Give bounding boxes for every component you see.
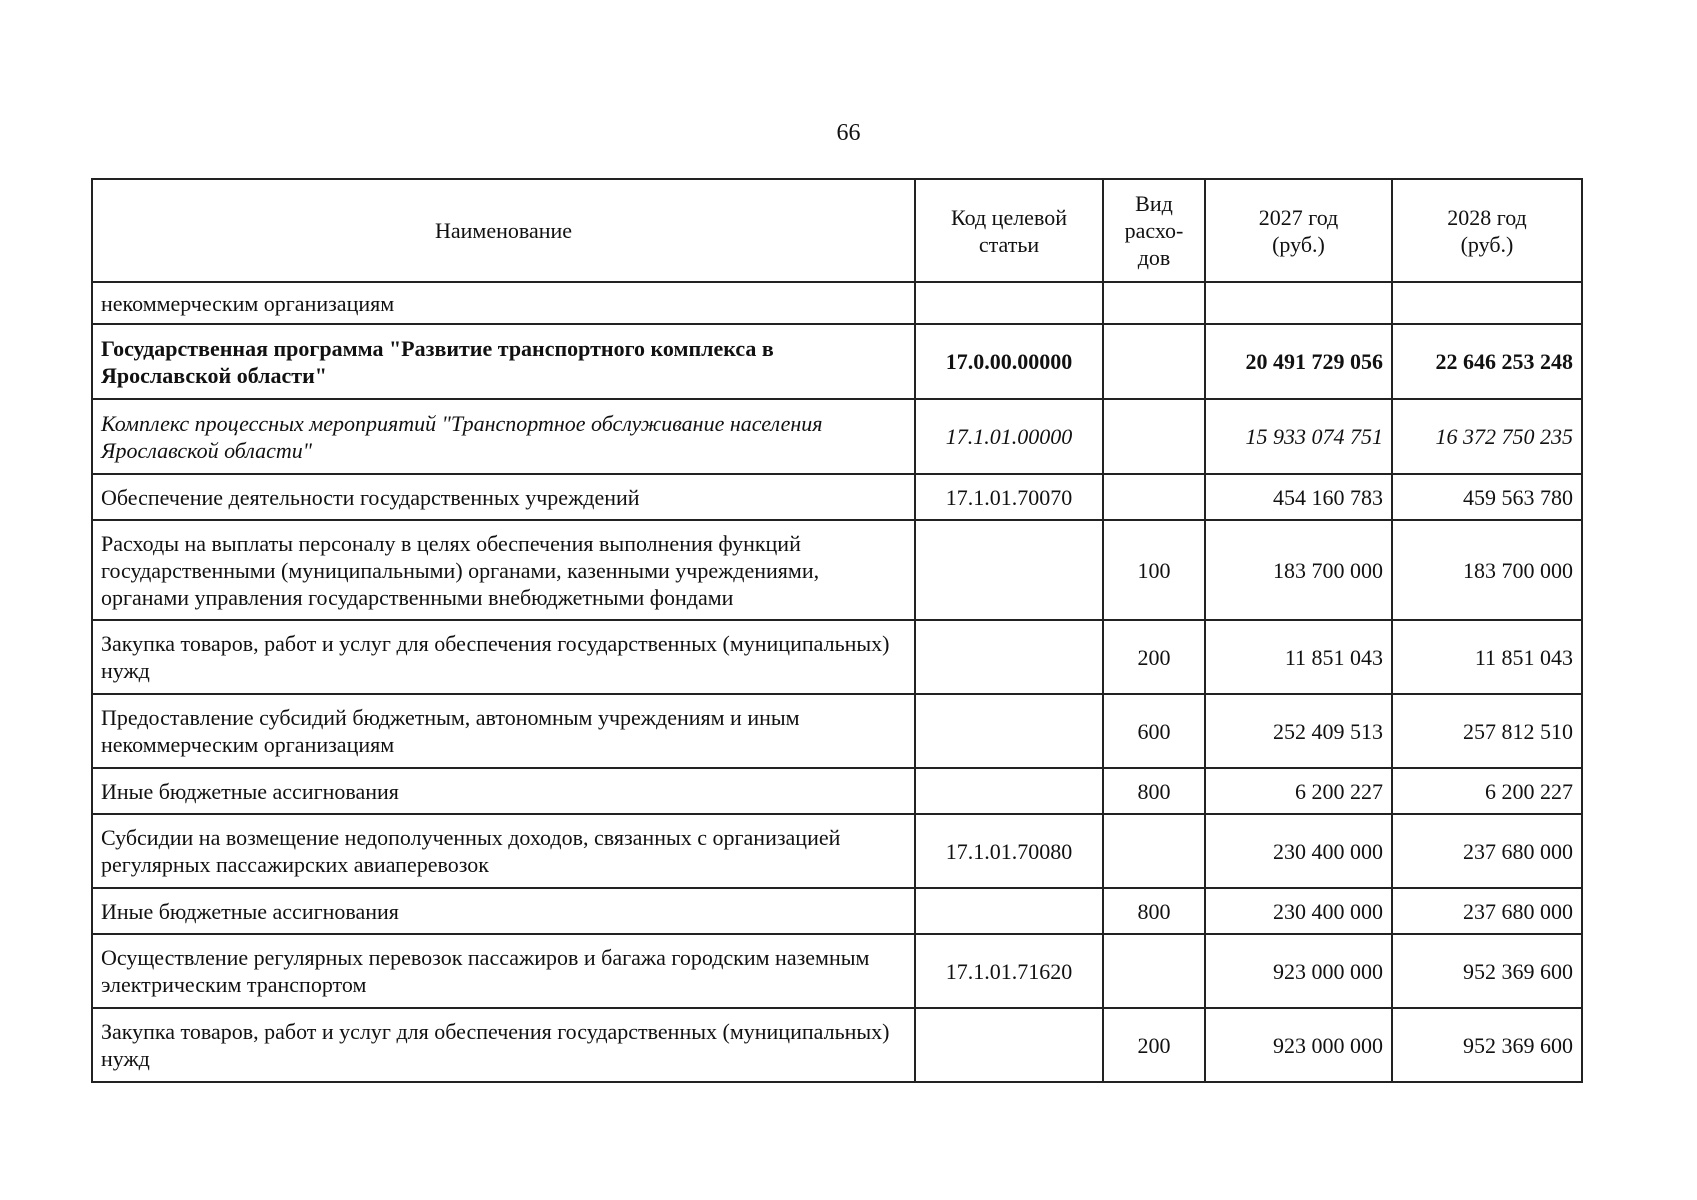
cell-amount-2028: 11 851 043 [1392,620,1582,694]
header-code-line: Код целевой [951,204,1067,230]
cell-amount-2027: 20 491 729 056 [1205,324,1392,399]
cell-name: Закупка товаров, работ и услуг для обеспечения государственных (муниципальных) нужд [92,620,915,694]
cell-amount-2027 [1205,282,1392,324]
cell-expense-type [1103,399,1205,474]
cell-expense-type [1103,282,1205,324]
page-number: 66 [836,120,861,146]
table-row [92,399,1582,474]
cell-code: 17.1.01.71620 [915,934,1103,1008]
budget-table [91,178,1583,1083]
cell-amount-2028: 183 700 000 [1392,520,1582,620]
cell-code [915,520,1103,620]
table-row [92,474,1582,520]
cell-amount-2028: 237 680 000 [1392,814,1582,888]
cell-code: 17.0.00.00000 [915,324,1103,399]
table-row [92,934,1582,1008]
cell-name: Иные бюджетные ассигнования [92,768,915,814]
cell-name: Государственная программа "Развитие транспортного комплекса в Ярославской области" [92,324,915,399]
table-row [92,814,1582,888]
cell-name: Иные бюджетные ассигнования [92,888,915,934]
header-type-line: расхо- [1124,218,1184,243]
cell-code [915,888,1103,934]
header-code [915,179,1103,282]
table-row [92,694,1582,768]
table-header [92,179,1582,282]
header-2027-line: (руб.) [1272,231,1325,257]
header-type-line: дов [1137,245,1171,270]
header-type-line: Вид [1135,191,1173,216]
header-name: Наименование [92,179,915,282]
cell-code: 17.1.01.70070 [915,474,1103,520]
cell-expense-type [1103,324,1205,399]
cell-code [915,1008,1103,1082]
table-row [92,520,1582,620]
cell-expense-type: 100 [1103,520,1205,620]
cell-expense-type [1103,814,1205,888]
cell-amount-2028: 237 680 000 [1392,888,1582,934]
cell-name: Осуществление регулярных перевозок пассажиров и багажа городским наземным электрическим транспортом [92,934,915,1008]
table-row [92,768,1582,814]
cell-amount-2027: 15 933 074 751 [1205,399,1392,474]
cell-amount-2027: 11 851 043 [1205,620,1392,694]
cell-amount-2028: 16 372 750 235 [1392,399,1582,474]
cell-code [915,620,1103,694]
cell-expense-type: 800 [1103,888,1205,934]
cell-amount-2028: 257 812 510 [1392,694,1582,768]
table-row [92,282,1582,324]
cell-name: Комплекс процессных мероприятий "Транспортное обслуживание населения Ярославской области" [92,399,915,474]
cell-amount-2028: 459 563 780 [1392,474,1582,520]
cell-name: Предоставление субсидий бюджетным, автономным учреждениям и иным некоммерческим организациям [92,694,915,768]
cell-expense-type: 200 [1103,620,1205,694]
cell-expense-type: 200 [1103,1008,1205,1082]
header-2027-line: 2027 год [1258,204,1339,230]
cell-code: 17.1.01.00000 [915,399,1103,474]
cell-expense-type [1103,934,1205,1008]
cell-amount-2028: 22 646 253 248 [1392,324,1582,399]
cell-expense-type [1103,474,1205,520]
cell-amount-2027: 230 400 000 [1205,814,1392,888]
cell-amount-2028: 952 369 600 [1392,1008,1582,1082]
cell-amount-2027: 183 700 000 [1205,520,1392,620]
cell-amount-2028 [1392,282,1582,324]
cell-amount-2027: 6 200 227 [1205,768,1392,814]
cell-code [915,768,1103,814]
header-row [92,179,1582,282]
header-year-2027 [1205,179,1392,282]
header-2028-line: (руб.) [1460,231,1514,257]
table-row [92,1008,1582,1082]
cell-amount-2027: 923 000 000 [1205,934,1392,1008]
cell-name: некоммерческим организациям [92,282,915,324]
header-expense-type [1103,179,1205,282]
cell-name: Обеспечение деятельности государственных учреждений [92,474,915,520]
cell-code [915,694,1103,768]
table-row [92,620,1582,694]
cell-amount-2027: 230 400 000 [1205,888,1392,934]
cell-expense-type: 800 [1103,768,1205,814]
cell-amount-2028: 6 200 227 [1392,768,1582,814]
cell-code: 17.1.01.70080 [915,814,1103,888]
cell-amount-2028: 952 369 600 [1392,934,1582,1008]
table-row [92,324,1582,399]
cell-expense-type: 600 [1103,694,1205,768]
cell-amount-2027: 252 409 513 [1205,694,1392,768]
header-code-line: статьи [978,231,1040,257]
header-2028-line: 2028 год [1447,204,1527,230]
table-body [92,282,1582,1082]
cell-name: Закупка товаров, работ и услуг для обеспечения государственных (муниципальных) нужд [92,1008,915,1082]
cell-name: Субсидии на возмещение недополученных доходов, связанных с организацией регулярных пассажирских авиаперевозок [92,814,915,888]
cell-name: Расходы на выплаты персоналу в целях обеспечения выполнения функций государственными (муниципальными) органами, казенными учреждениями, органами управления государственными внебюджетными фондами [92,520,915,620]
cell-code [915,282,1103,324]
header-year-2028 [1392,179,1582,282]
cell-amount-2027: 923 000 000 [1205,1008,1392,1082]
table-row [92,888,1582,934]
cell-amount-2027: 454 160 783 [1205,474,1392,520]
